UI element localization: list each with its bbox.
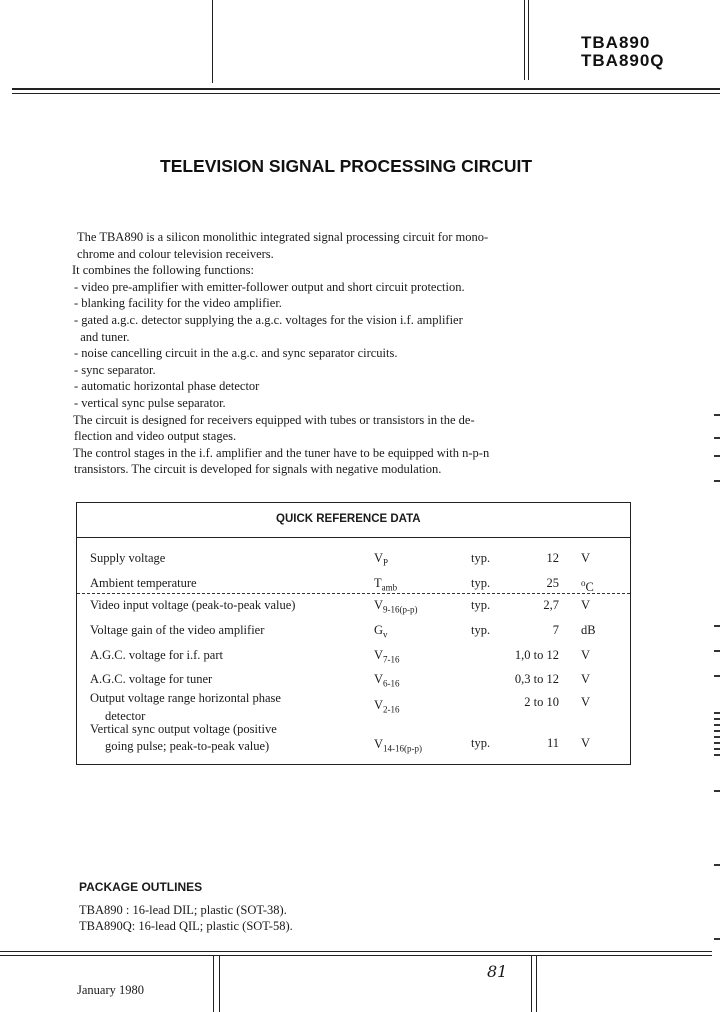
quick-reference-title: QUICK REFERENCE DATA <box>276 513 421 525</box>
symbol-subscript: 7-16 <box>383 654 400 665</box>
param-symbol: $V_{6-16}$ <box>374 672 400 689</box>
scan-mark <box>714 455 720 457</box>
symbol-subscript: 9-16(p-p) <box>383 604 418 615</box>
intro-line: - sync separator. <box>74 362 156 377</box>
header-rule <box>524 0 525 80</box>
param-unit: dB <box>581 623 596 637</box>
symbol-subscript: P <box>383 557 389 568</box>
quick-reference-table <box>76 502 631 765</box>
param-unit: V <box>581 672 591 686</box>
param-label: Voltage gain of the video amplifier <box>90 623 265 637</box>
param-qualifier: typ. <box>471 736 491 750</box>
symbol-subscript: 2-16 <box>383 704 400 715</box>
intro-line: and tuner. <box>74 329 130 344</box>
param-value: 0,3 to 12 <box>514 672 559 686</box>
intro-line: - blanking facility for the video amplifier. <box>74 296 282 311</box>
symbol-subscript: amb <box>381 582 398 593</box>
unit-degree: o <box>581 578 586 588</box>
param-value: 2,7 <box>543 598 559 612</box>
header-divider <box>12 88 720 90</box>
param-label: Ambient temperature <box>90 576 197 590</box>
param-label: Vertical sync output voltage (positive <box>90 722 277 736</box>
intro-line: The TBA890 is a silicon monolithic integrated signal processing circuit for mono- <box>77 230 489 244</box>
param-value: 7 <box>552 623 559 637</box>
scan-mark <box>714 736 720 738</box>
param-qualifier: typ. <box>471 623 491 637</box>
intro-text <box>74 229 489 478</box>
symbol-subscript: 14-16(p-p) <box>383 743 423 754</box>
part-number: TBA890Q <box>581 51 665 70</box>
param-qualifier: typ. <box>471 598 491 612</box>
param-unit: V <box>581 598 591 612</box>
param-label: Supply voltage <box>90 551 166 565</box>
param-unit: V <box>581 648 591 662</box>
intro-line: It combines the following functions: <box>72 263 254 278</box>
header-rule <box>528 0 529 80</box>
scan-mark <box>714 414 720 416</box>
intro-line: - automatic horizontal phase detector <box>74 379 260 394</box>
intro-line: flection and video output stages. <box>74 429 237 444</box>
param-qualifier: typ. <box>471 551 491 565</box>
scan-mark <box>714 938 720 940</box>
table-dashed-divider <box>77 593 630 594</box>
param-symbol: $V_P$ <box>374 551 389 568</box>
publication-date: January 1980 <box>77 983 144 997</box>
scan-mark <box>714 730 720 732</box>
scan-mark <box>714 437 720 439</box>
scan-mark <box>714 790 720 792</box>
param-unit: $^o$C <box>581 578 594 595</box>
package-outline-item: TBA890 : 16-lead DIL; plastic (SOT-38). <box>79 903 287 917</box>
param-label: Video input voltage (peak-to-peak value) <box>90 598 296 612</box>
header-rule <box>212 0 213 83</box>
scan-mark <box>714 480 720 482</box>
intro-line: - noise cancelling circuit in the a.g.c. and sync separator circuits. <box>74 346 398 361</box>
param-symbol: $V_{14-16(p-p)}$ <box>374 737 423 754</box>
scan-mark <box>714 718 720 720</box>
scan-mark <box>714 712 720 714</box>
param-unit: V <box>581 736 591 750</box>
footer-divider <box>0 955 712 956</box>
footer-rule <box>536 955 537 1012</box>
footer-rule <box>213 955 214 1012</box>
part-number: TBA890 <box>581 33 651 52</box>
param-qualifier: typ. <box>471 576 491 590</box>
table-header-divider <box>77 537 630 538</box>
scan-mark <box>714 748 720 750</box>
intro-line: - gated a.g.c. detector supplying the a.g.c. voltages for the vision i.f. amplifier <box>74 312 463 327</box>
scan-mark <box>714 724 720 726</box>
param-symbol: $V_{9-16(p-p)}$ <box>374 598 418 615</box>
scan-mark <box>714 675 720 677</box>
param-label-cont: going pulse; peak-to-peak value) <box>105 739 270 753</box>
footer-divider <box>0 951 712 952</box>
param-value: 12 <box>546 551 559 565</box>
param-unit: V <box>581 551 591 565</box>
param-symbol: $V_{7-16}$ <box>374 648 400 665</box>
scan-mark <box>714 650 720 652</box>
intro-line: - vertical sync pulse separator. <box>74 395 226 410</box>
param-value: 11 <box>546 736 559 750</box>
page-title: TELEVISION SIGNAL PROCESSING CIRCUIT <box>160 156 533 176</box>
symbol-subscript: 6-16 <box>383 678 400 689</box>
param-symbol: $T_{amb}$ <box>374 576 398 593</box>
scan-mark <box>714 625 720 627</box>
scan-mark <box>714 742 720 744</box>
param-value: 2 to 10 <box>524 695 559 709</box>
package-outline-item: TBA890Q: 16-lead QIL; plastic (SOT-58). <box>79 919 293 933</box>
package-outlines-heading: PACKAGE OUTLINES <box>79 880 203 894</box>
intro-line: chrome and colour television receivers. <box>77 246 274 261</box>
param-label: A.G.C. voltage for i.f. part <box>90 648 223 662</box>
param-value: 1,0 to 12 <box>514 648 559 662</box>
param-symbol: $G_v$ <box>374 623 388 640</box>
intro-line: - video pre-amplifier with emitter-follower output and short circuit protection. <box>74 279 465 294</box>
param-label-cont: detector <box>105 709 146 723</box>
param-symbol: $V_{2-16}$ <box>374 698 400 715</box>
footer-rule <box>531 955 532 1012</box>
param-unit: V <box>581 695 591 709</box>
param-label: A.G.C. voltage for tuner <box>90 672 213 686</box>
intro-line: transistors. The circuit is developed for signals with negative modulation. <box>74 462 442 477</box>
scan-mark <box>714 864 720 866</box>
page-mark: 81 <box>487 962 508 981</box>
intro-line: The circuit is designed for receivers equipped with tubes or transistors in the de- <box>73 412 475 427</box>
symbol-subscript: v <box>383 629 388 640</box>
header-divider <box>12 93 720 94</box>
scan-mark <box>714 754 720 756</box>
param-value: 25 <box>546 576 559 590</box>
footer-rule <box>219 955 220 1012</box>
intro-line: The control stages in the i.f. amplifier and the tuner have to be equipped with n-p-n <box>73 445 490 460</box>
param-label: Output voltage range horizontal phase <box>90 691 281 705</box>
